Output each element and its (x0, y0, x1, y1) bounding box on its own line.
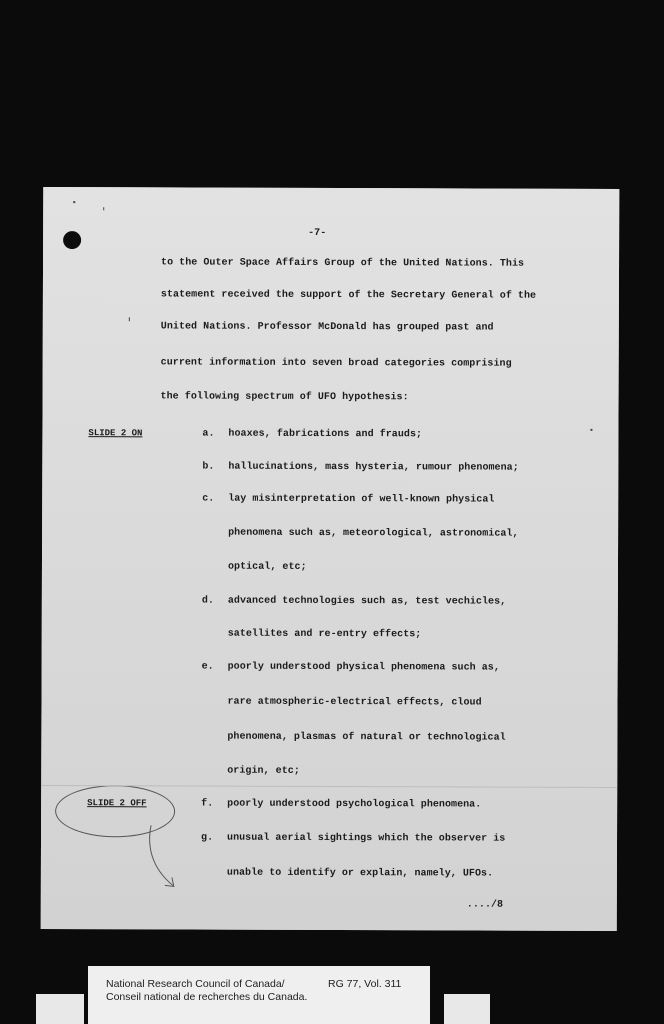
list-item-line: satellites and re-entry effects; (227, 628, 422, 641)
list-letter: b. (202, 461, 215, 473)
archive-label-line1: National Research Council of Canada/ (106, 978, 285, 990)
film-tab-left (36, 994, 84, 1024)
handwritten-arrow-icon (141, 823, 191, 893)
archive-label-line2: Conseil national de recherches du Canada. (106, 991, 308, 1003)
archive-label (88, 966, 430, 1024)
list-item-line: hallucinations, mass hysteria, rumour phenomena; (228, 461, 519, 474)
margin-note-slide-off: SLIDE 2 OFF (87, 798, 147, 809)
paragraph-line: the following spectrum of UFO hypothesis: (160, 391, 409, 404)
page-number: -7- (308, 227, 327, 239)
paragraph-line: current information into seven broad categories comprising (160, 357, 512, 370)
film-tab-right (444, 994, 490, 1024)
list-item-line: optical, etc; (227, 561, 307, 573)
continuation-marker: ..../8 (466, 899, 504, 911)
speck (103, 207, 104, 210)
paragraph-line: statement received the support of the Secretary General of the (160, 289, 537, 302)
speck (73, 201, 75, 203)
speck (129, 317, 130, 321)
list-letter: e. (201, 661, 214, 673)
paragraph-line: United Nations. Professor McDonald has grouped past and (160, 321, 494, 334)
list-item-line: unable to identify or explain, namely, UFOs. (226, 867, 494, 880)
list-item-line: origin, etc; (227, 765, 300, 777)
speck (590, 429, 592, 431)
list-item-line: phenomena such as, meteorological, astronomical, (228, 527, 519, 540)
list-item-line: advanced technologies such as, test vechicles, (227, 595, 507, 608)
list-item-line: poorly understood physical phenomena such as, (227, 661, 500, 674)
margin-note-slide-on: SLIDE 2 ON (88, 428, 143, 439)
list-item-line: rare atmospheric-electrical effects, cloud (227, 696, 482, 709)
list-item-line: phenomena, plasmas of natural or technological (227, 731, 506, 744)
list-letter: d. (201, 595, 214, 607)
list-item-line: lay misinterpretation of well-known physical (228, 493, 495, 506)
list-item-line: hoaxes, fabrications and frauds; (228, 428, 423, 441)
list-letter: a. (202, 428, 215, 440)
punch-hole (63, 231, 81, 249)
document-page (41, 187, 620, 931)
list-letter: f. (201, 798, 214, 810)
list-item-line: unusual aerial sightings which the observer is (227, 832, 506, 845)
list-letter: c. (202, 493, 215, 505)
list-item-line: poorly understood psychological phenomena. (227, 798, 482, 811)
paragraph-line: to the Outer Space Affairs Group of the United Nations. This (161, 257, 525, 270)
list-letter: g. (201, 832, 214, 844)
archive-reference: RG 77, Vol. 311 (328, 978, 402, 990)
